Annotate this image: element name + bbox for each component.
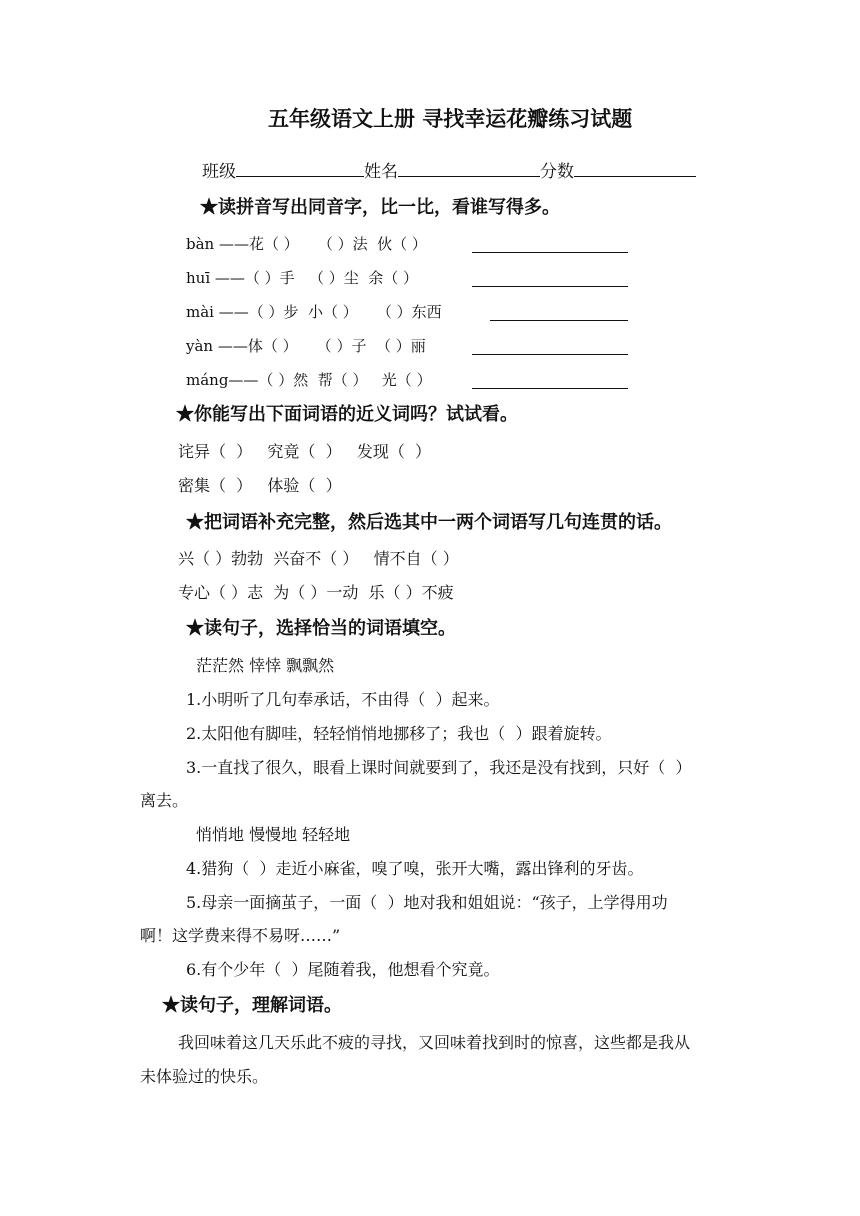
- pinyin-row: yàn ——体（ ） （ ）子 （ ）丽: [186, 337, 426, 355]
- sentence-6: 6.有个少年（ ）尾随着我，他想看个究竟。: [186, 960, 500, 979]
- pinyin-row: huī ——（ ）手 （ ）尘 余（ ）: [186, 269, 419, 287]
- pinyin-row: bàn ——花（ ） （ ）法 伙（ ）: [186, 235, 427, 253]
- name-label: 姓名: [364, 162, 398, 182]
- answer-line: [472, 374, 628, 389]
- sentence-5-continued: 啊！这学费来得不易呀……”: [140, 926, 341, 945]
- idiom-row: 专心（ ）志 为（ ）一动 乐（ ）不疲: [178, 583, 454, 602]
- score-label: 分数: [540, 162, 574, 182]
- sentence-3: 3.一直找了很久，眼看上课时间就要到了，我还是没有找到，只好（ ）: [186, 758, 692, 777]
- student-info-line: [202, 162, 696, 181]
- section-heading-synonyms: ★你能写出下面词语的近义词吗？试试看。: [176, 404, 518, 425]
- section-heading-idioms: ★把词语补充完整，然后选其中一两个词语写几句连贯的话。: [186, 512, 672, 533]
- synonym-row: 密集（ ） 体验（ ）: [178, 476, 342, 495]
- sentence-1: 1.小明听了几句奉承话，不由得（ ）起来。: [186, 690, 500, 709]
- synonym-row: 诧异（ ） 究竟（ ） 发现（ ）: [178, 442, 432, 461]
- pinyin-row: máng——（ ）然 帮（ ） 光（ ）: [186, 371, 432, 389]
- class-label: 班级: [202, 162, 236, 182]
- score-blank: [574, 162, 696, 177]
- word-bank-2: 悄悄地 慢慢地 轻轻地: [196, 825, 351, 844]
- word-bank-1: 茫茫然 悻悻 飘飘然: [196, 656, 335, 675]
- reading-paragraph: 我回味着这几天乐此不疲的寻找，又回味着找到时的惊喜，这些都是我从: [178, 1033, 691, 1052]
- answer-line: [472, 272, 628, 287]
- page-title: 五年级语文上册 寻找幸运花瓣练习试题: [268, 106, 633, 131]
- section-heading-homophones: ★读拼音写出同音字，比一比，看谁写得多。: [200, 197, 560, 218]
- reading-paragraph-continued: 未体验过的快乐。: [140, 1067, 269, 1086]
- sentence-4: 4.猎狗（ ）走近小麻雀，嗅了嗅，张开大嘴，露出锋利的牙齿。: [186, 859, 644, 878]
- class-blank: [236, 162, 364, 177]
- sentence-5: 5.母亲一面摘茧子，一面（ ）地对我和姐姐说：“孩子，上学得用功: [186, 893, 668, 912]
- pinyin-row: mài ——（ ）步 小（ ） （ ）东西: [186, 303, 442, 321]
- section-heading-fill-in: ★读句子，选择恰当的词语填空。: [186, 618, 456, 639]
- idiom-row: 兴（ ）勃勃 兴奋不（ ） 情不自（ ）: [178, 549, 459, 568]
- name-blank: [398, 162, 540, 177]
- sentence-2: 2.太阳他有脚哇，轻轻悄悄地挪移了；我也（ ）跟着旋转。: [186, 724, 612, 743]
- answer-line: [472, 340, 628, 355]
- answer-line: [472, 238, 628, 253]
- sentence-3-continued: 离去。: [140, 791, 189, 810]
- answer-line: [490, 306, 628, 321]
- section-heading-understanding: ★读句子，理解词语。: [162, 995, 342, 1016]
